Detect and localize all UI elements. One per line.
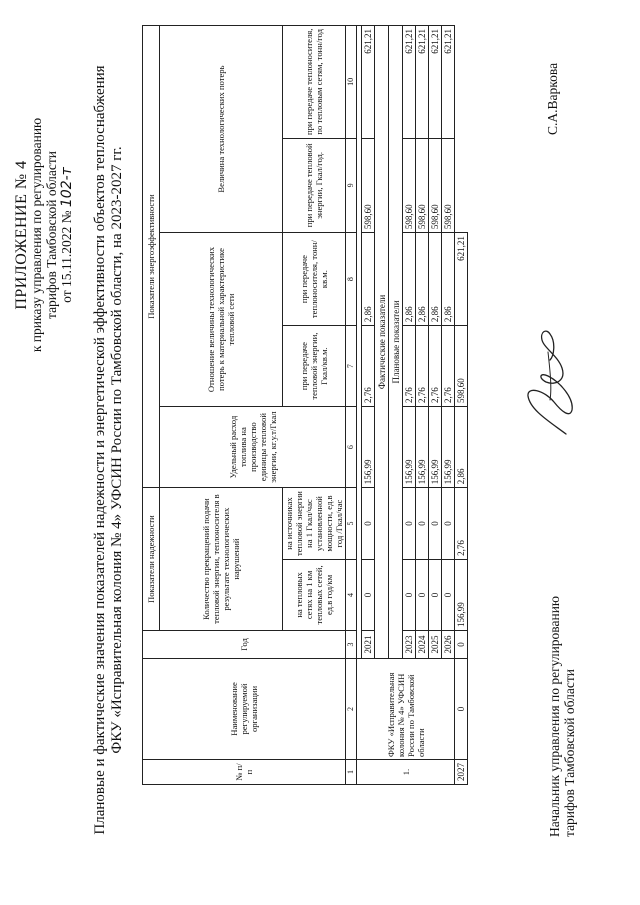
ratio-carrier-cell: 2,86 bbox=[416, 233, 429, 326]
year-cell: 2026 bbox=[442, 631, 455, 659]
sources-cell: 0 bbox=[362, 488, 375, 560]
title-line-2: ФКУ «Исправительная колония № 4» УФСИН России по Тамбовской области, на 2023-2027 гг. bbox=[109, 146, 125, 754]
header-num: № п/п bbox=[143, 760, 346, 785]
ratio-energy-cell: 2,76 bbox=[429, 326, 442, 407]
networks-cell: 0 bbox=[442, 559, 455, 630]
networks-cell: 0 bbox=[429, 559, 442, 630]
col-number: 1 bbox=[346, 760, 357, 785]
header-org: Наименование регулируемой организации bbox=[143, 658, 346, 759]
header-ratio: Отношение величины технологических потерь к материальной характеристике тепловой сети bbox=[160, 233, 283, 407]
col-number: 7 bbox=[346, 326, 357, 407]
appendix-order-number: 102-т bbox=[59, 167, 75, 208]
col-number: 10 bbox=[346, 26, 357, 139]
table-row bbox=[455, 26, 468, 785]
networks-cell: 0 bbox=[455, 658, 468, 759]
losses-energy-cell: 598,60 bbox=[455, 326, 468, 407]
header-stoppages: Количество прекращений подачи тепловой энергии, теплоносителя в результате технологических нарушений bbox=[160, 488, 283, 631]
networks-cell: 0 bbox=[403, 559, 416, 630]
losses-carrier-cell: 621,21 bbox=[442, 26, 455, 139]
indicators-table bbox=[142, 25, 468, 785]
header-fuel: Удельный расход топлива на производство единицы тепловой энергии, кг.у.т/Гкал bbox=[160, 406, 346, 487]
appendix-title: ПРИЛОЖЕНИЕ № 4 bbox=[13, 160, 30, 310]
header-efficiency: Показатели энергоэффективности bbox=[143, 26, 160, 488]
sources-cell: 0 bbox=[416, 488, 429, 560]
fuel-cell: 156,99 bbox=[403, 406, 416, 487]
sources-cell: 0 bbox=[455, 631, 468, 659]
losses-carrier-cell: 621,21 bbox=[362, 26, 375, 139]
networks-cell: 0 bbox=[416, 559, 429, 630]
losses-carrier-cell: 621,21 bbox=[455, 233, 468, 326]
header-row-1 bbox=[143, 26, 160, 785]
ratio-energy-cell: 2,76 bbox=[403, 326, 416, 407]
fuel-cell: 156,99 bbox=[429, 406, 442, 487]
ratio-carrier-cell: 2,86 bbox=[362, 233, 375, 326]
header-sources: на источниках тепловой энергии на 1 Гкал/час установленной мощности, ед.в год /Гкал/час bbox=[283, 488, 346, 560]
org-name: ФКУ «Исправительная колония № 4» УФСИН России по Тамбовской области bbox=[357, 658, 455, 759]
losses-energy-cell: 598,60 bbox=[362, 138, 375, 232]
losses-carrier-cell: 621,21 bbox=[416, 26, 429, 139]
planned-section-label: Плановые показатели bbox=[389, 26, 403, 659]
losses-carrier-cell: 621,21 bbox=[403, 26, 416, 139]
networks-cell: 0 bbox=[362, 559, 375, 630]
header-networks: на тепловых сетях на 1 км тепловых сетей, ед.в год/км bbox=[283, 559, 346, 630]
appendix-order-line: к приказу управления по регулированию bbox=[29, 117, 44, 353]
col-number: 6 bbox=[346, 406, 357, 487]
sources-cell: 0 bbox=[403, 488, 416, 560]
header-reliability: Показатели надежности bbox=[143, 488, 160, 631]
appendix-agency-line: тарифов Тамбовской области bbox=[44, 151, 59, 319]
ratio-carrier-cell: 2,86 bbox=[403, 233, 416, 326]
losses-energy-cell: 598,60 bbox=[429, 138, 442, 232]
item-number: 1. bbox=[357, 760, 455, 785]
signer-position-line-1: Начальник управления по регулированию bbox=[547, 595, 562, 837]
fuel-cell: 156,99 bbox=[442, 406, 455, 487]
header-losses-carrier: при передаче теплоносителя, по тепловым сетям, тонн/год bbox=[283, 26, 346, 139]
year-cell: 2025 bbox=[429, 631, 442, 659]
col-number: 8 bbox=[346, 233, 357, 326]
header-ratio-carrier: при передаче теплоносителя, тонн/кв.м. bbox=[283, 233, 346, 326]
appendix-date-line bbox=[59, 25, 75, 445]
col-number: 9 bbox=[346, 138, 357, 232]
fuel-cell: 156,99 bbox=[416, 406, 429, 487]
header-ratio-energy: при передаче тепловой энергии, Гкал/кв.м. bbox=[283, 326, 346, 407]
fuel-cell: 156,99 bbox=[455, 559, 468, 630]
appendix-header bbox=[14, 25, 75, 445]
losses-energy-cell: 598,60 bbox=[442, 138, 455, 232]
year-cell: 2024 bbox=[416, 631, 429, 659]
losses-energy-cell: 598,60 bbox=[403, 138, 416, 232]
appendix-date: от 15.11.2022 № bbox=[59, 210, 74, 303]
col-number: 3 bbox=[346, 631, 357, 659]
losses-energy-cell: 598,60 bbox=[416, 138, 429, 232]
signer-position bbox=[547, 596, 577, 837]
fuel-cell: 156,99 bbox=[362, 406, 375, 487]
header-losses-energy: при передаче тепловой энергии, Гкал/год. bbox=[283, 138, 346, 232]
document-title bbox=[92, 35, 126, 865]
header-year: Год bbox=[143, 631, 346, 659]
ratio-carrier-cell: 2,86 bbox=[442, 233, 455, 326]
column-number-row bbox=[346, 26, 357, 785]
col-number: 2 bbox=[346, 658, 357, 759]
ratio-energy-cell: 2,76 bbox=[416, 326, 429, 407]
actual-section-label: Фактические показатели bbox=[375, 26, 389, 659]
title-line-1: Плановые и фактические значения показателей надежности и энергетической эффективности объектов теплоснабжения bbox=[92, 65, 108, 835]
col-number: 5 bbox=[346, 488, 357, 560]
ratio-carrier-cell: 2,86 bbox=[429, 233, 442, 326]
signer-position-line-2: тарифов Тамбовской области bbox=[562, 669, 577, 837]
ratio-energy-cell: 2,76 bbox=[442, 326, 455, 407]
col-number: 4 bbox=[346, 559, 357, 630]
year-cell: 2023 bbox=[403, 631, 416, 659]
signer-name: С.А.Варкова bbox=[545, 62, 560, 135]
sources-cell: 0 bbox=[442, 488, 455, 560]
year-cell: 2027 bbox=[455, 760, 468, 785]
losses-carrier-cell: 621,21 bbox=[429, 26, 442, 139]
ratio-energy-cell: 2,76 bbox=[455, 488, 468, 560]
header-losses: Величина технологических потерь bbox=[160, 26, 283, 233]
handwritten-signature bbox=[520, 320, 578, 440]
ratio-energy-cell: 2,76 bbox=[362, 326, 375, 407]
year-cell: 2021 bbox=[362, 631, 375, 659]
sources-cell: 0 bbox=[429, 488, 442, 560]
ratio-carrier-cell: 2,86 bbox=[455, 406, 468, 487]
